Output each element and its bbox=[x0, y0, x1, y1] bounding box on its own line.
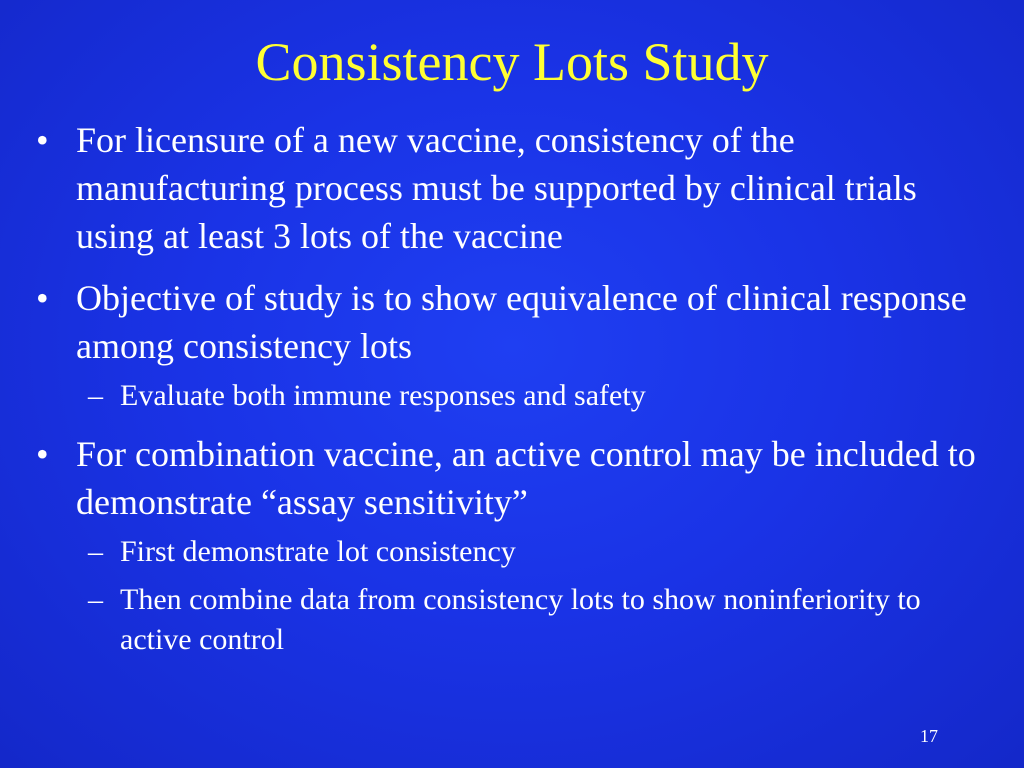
bullet-text: Objective of study is to show equivalence of clinical response among consistency lots bbox=[76, 278, 967, 366]
sub-bullet-text: Evaluate both immune responses and safety bbox=[120, 379, 646, 412]
bullet-text: For combination vaccine, an active control may be included to demonstrate “assay sensitivity” bbox=[76, 434, 976, 522]
sub-bullet-item bbox=[30, 580, 990, 660]
dash-marker: – bbox=[88, 583, 103, 616]
bullet-text: For licensure of a new vaccine, consistency of the manufacturing process must be supported by clinical trials using at least 3 lots of the vaccine bbox=[76, 120, 917, 256]
bullet-marker: • bbox=[36, 278, 49, 318]
bullet-item bbox=[30, 274, 990, 370]
sub-bullet-text: First demonstrate lot consistency bbox=[120, 535, 516, 568]
dash-marker: – bbox=[88, 379, 103, 412]
bullet-item bbox=[30, 430, 990, 526]
page-number: 17 bbox=[920, 726, 938, 746]
slide-content bbox=[30, 116, 990, 674]
sub-bullet-item bbox=[30, 376, 990, 416]
bullet-item bbox=[30, 116, 990, 260]
bullet-marker: • bbox=[36, 120, 49, 160]
dash-marker: – bbox=[88, 535, 103, 568]
bullet-marker: • bbox=[36, 434, 49, 474]
sub-bullet-text: Then combine data from consistency lots to show noninferiority to active control bbox=[120, 583, 921, 656]
sub-bullet-item bbox=[30, 532, 990, 572]
slide-title: Consistency Lots Study bbox=[255, 32, 769, 92]
